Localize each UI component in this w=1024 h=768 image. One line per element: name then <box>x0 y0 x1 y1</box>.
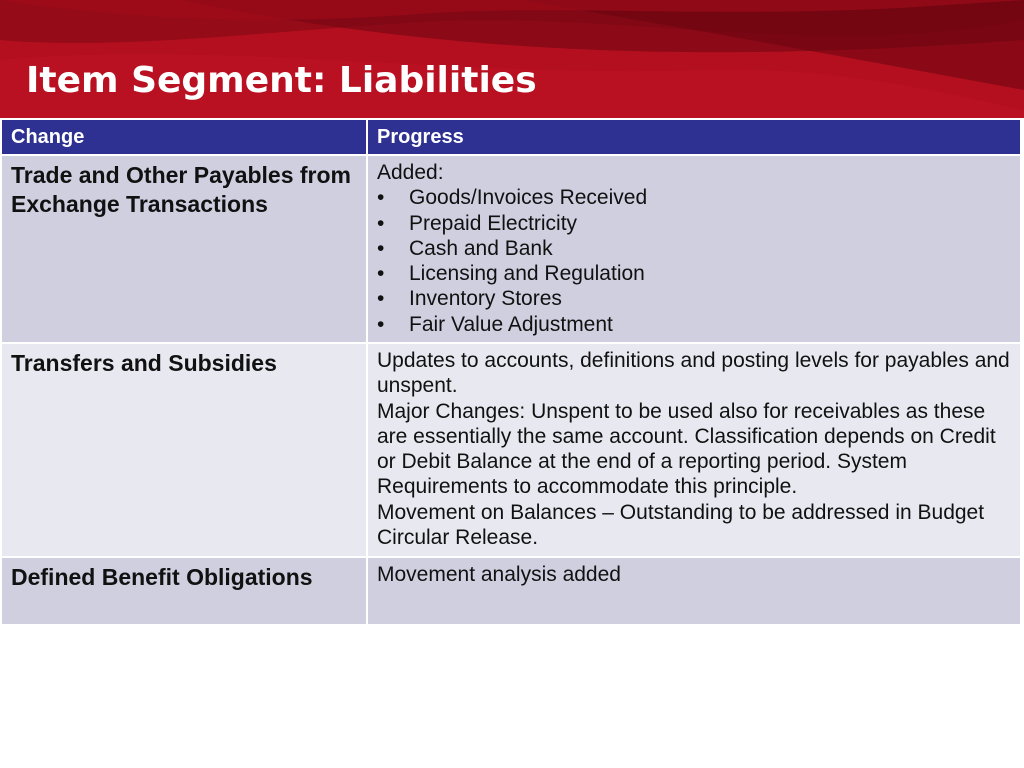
table-row <box>1 557 1021 625</box>
liabilities-table <box>0 118 1022 626</box>
list-item-label: Licensing and Regulation <box>409 262 645 286</box>
list-item <box>377 185 1011 210</box>
bullet-icon: • <box>377 211 385 235</box>
change-cell: Transfers and Subsidies <box>1 343 367 557</box>
added-items-list <box>377 185 1011 337</box>
list-item <box>377 312 1011 337</box>
table-row <box>1 343 1021 557</box>
bullet-icon: • <box>377 262 385 286</box>
bullet-icon: • <box>377 287 385 311</box>
liabilities-table-container <box>0 118 1020 626</box>
table-header-row <box>1 119 1021 155</box>
progress-text: Movement analysis added <box>377 563 621 586</box>
progress-cell <box>367 557 1021 625</box>
list-item <box>377 236 1011 261</box>
list-item <box>377 286 1011 311</box>
list-item-label: Inventory Stores <box>409 287 562 311</box>
progress-text-major-changes: Major Changes: Unspent to be used also for receivables as these are essentially the same account. Classification depends on Credit or Debit Balance at the end of a reporting period. System Requirements to accommodate this principle. <box>377 399 996 499</box>
progress-intro: Added: <box>377 161 444 184</box>
column-header-progress: Progress <box>367 119 1021 155</box>
list-item-label: Fair Value Adjustment <box>409 312 613 336</box>
change-cell: Trade and Other Payables from Exchange Transactions <box>1 155 367 343</box>
list-item <box>377 211 1011 236</box>
page-title: Item Segment: Liabilities <box>26 60 537 101</box>
list-item-label: Cash and Bank <box>409 236 553 260</box>
bullet-icon: • <box>377 186 385 210</box>
column-header-change: Change <box>1 119 367 155</box>
progress-cell <box>367 343 1021 557</box>
progress-text: Updates to accounts, definitions and posting levels for payables and unspent. <box>377 349 1010 398</box>
list-item-label: Goods/Invoices Received <box>409 186 648 210</box>
list-item-label: Prepaid Electricity <box>409 211 578 235</box>
change-cell: Defined Benefit Obligations <box>1 557 367 625</box>
title-banner <box>0 0 1024 118</box>
bullet-icon: • <box>377 236 385 260</box>
progress-cell <box>367 155 1021 343</box>
table-row <box>1 155 1021 343</box>
bullet-icon: • <box>377 312 385 336</box>
list-item <box>377 261 1011 286</box>
progress-text-movement: Movement on Balances – Outstanding to be addressed in Budget Circular Release. <box>377 500 985 550</box>
